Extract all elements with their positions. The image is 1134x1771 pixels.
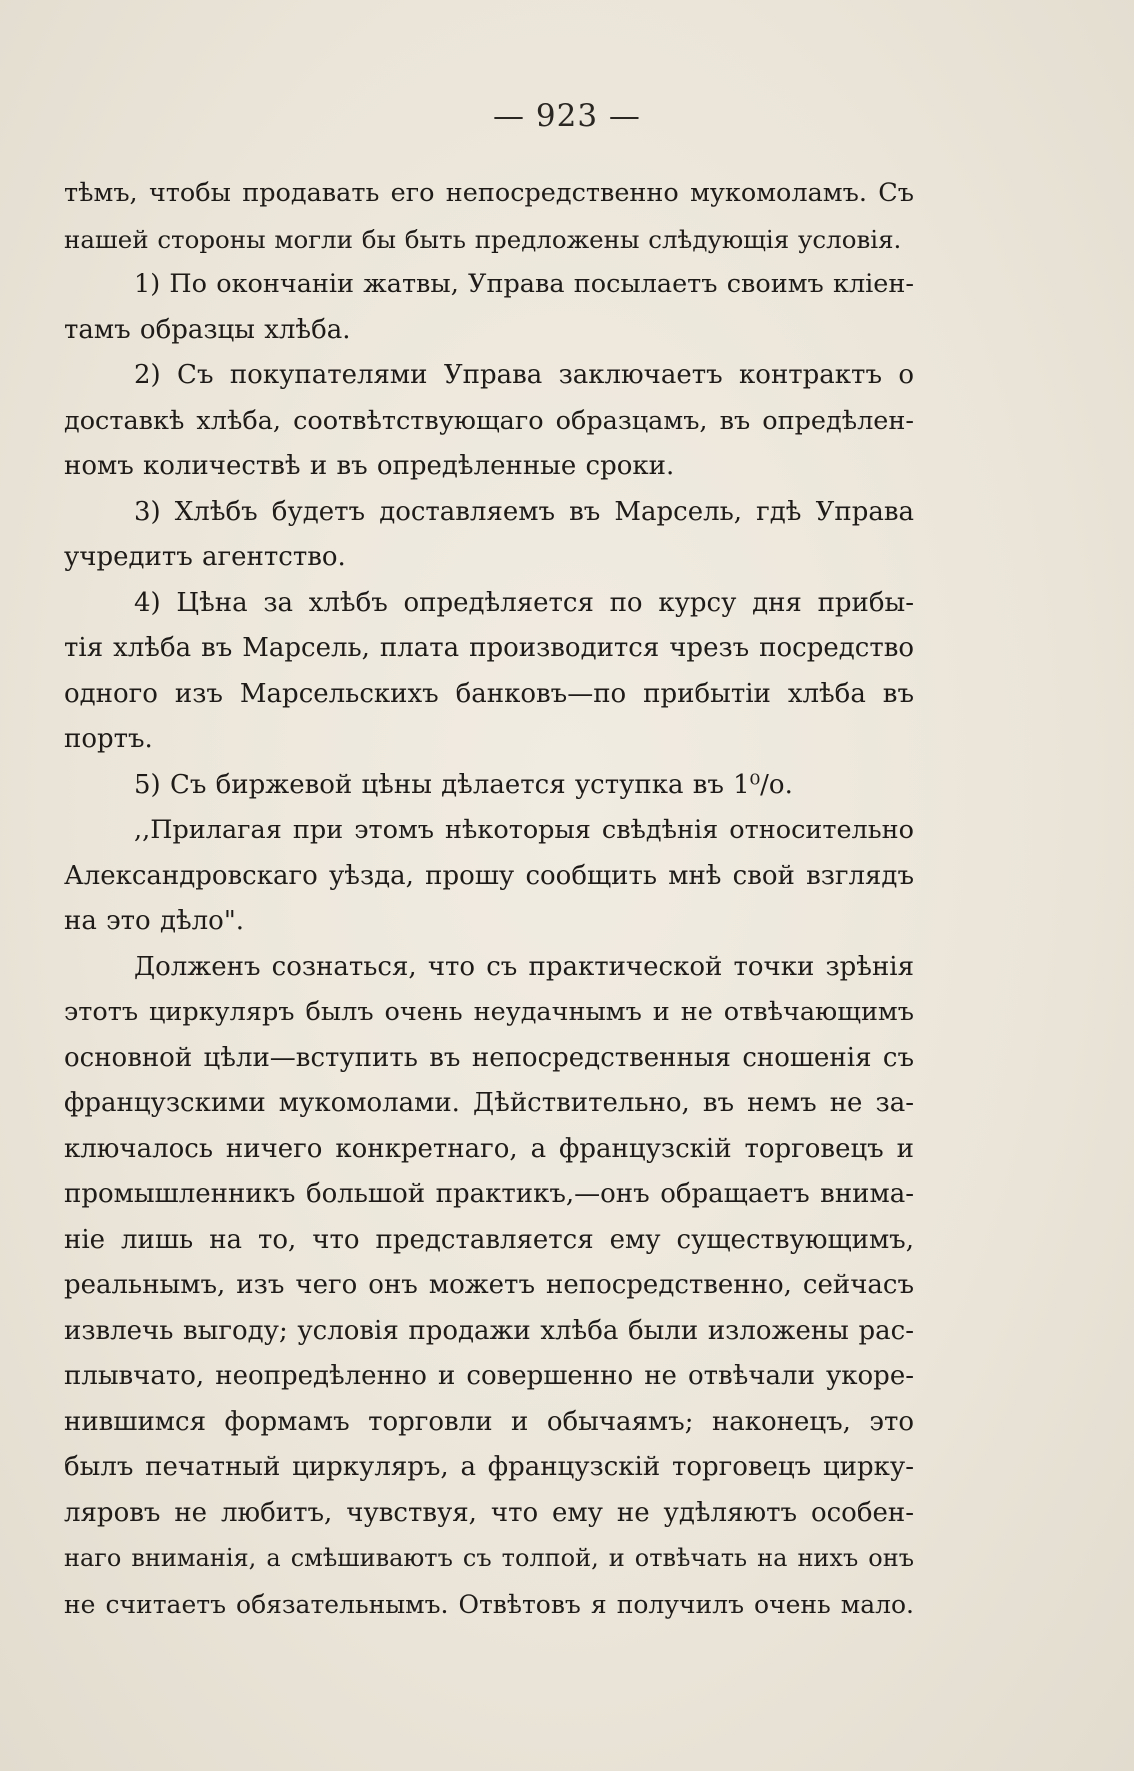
- text-line: на это дѣло".: [64, 906, 245, 936]
- body-text: [64, 171, 914, 1627]
- text-line: тія хлѣба въ Марсель, плата производится чрезъ посредство: [64, 633, 914, 663]
- text-line: нашей стороны могли бы быть предложены слѣдующія условія.: [64, 224, 902, 254]
- text-line: извлечь выгоду; условія продажи хлѣба были изложены рас-: [64, 1315, 914, 1346]
- text-line: 5) Съ биржевой цѣны дѣлается уступка въ 1⁰/о.: [134, 769, 793, 800]
- text-line: номъ количествѣ и въ опредѣленные сроки.: [64, 451, 675, 481]
- text-line: ніе лишь на то, что представляется ему существующимъ,: [64, 1224, 914, 1255]
- text-line: ключалось ничего конкретнаго, а французскій торговецъ и: [64, 1133, 914, 1164]
- text-line: Долженъ сознаться, что съ практической точки зрѣнія: [134, 951, 914, 982]
- text-line: учредитъ агентство.: [64, 542, 346, 572]
- text-line: тѣмъ, чтобы продавать его непосредственно мукомоламъ. Съ: [64, 178, 914, 208]
- text-line: тамъ образцы хлѣба.: [64, 314, 351, 345]
- text-line: французскими мукомолами. Дѣйствительно, въ немъ не за-: [64, 1088, 914, 1118]
- text-line: 1) По окончаніи жатвы, Управа посылаетъ своимъ кліен-: [134, 269, 914, 299]
- text-line: реальнымъ, изъ чего онъ можетъ непосредственно, сейчасъ: [64, 1270, 914, 1300]
- text-line: ,,Прилагая при этомъ нѣкоторыя свѣдѣнія относительно: [134, 815, 914, 845]
- text-line: былъ печатный циркуляръ, а французскій торговецъ цирку-: [64, 1452, 914, 1482]
- text-line: доставкѣ хлѣба, соотвѣтствующаго образцамъ, въ опредѣлен-: [64, 405, 914, 436]
- text-line: 3) Хлѣбъ будетъ доставляемъ въ Марсель, гдѣ Управа: [134, 496, 914, 527]
- text-line: 4) Цѣна за хлѣбъ опредѣляется по курсу дня прибы-: [134, 587, 914, 618]
- text-line: нившимся формамъ торговли и обычаямъ; наконецъ, это: [64, 1406, 914, 1437]
- text-line: Александровскаго уѣзда, прошу сообщить мнѣ свой взглядъ: [64, 860, 914, 891]
- text-line: одного изъ Марсельскихъ банковъ—по прибытіи хлѣба въ: [64, 678, 914, 709]
- page-number: — 923 —: [493, 98, 641, 134]
- text-line: этотъ циркуляръ былъ очень неудачнымъ и не отвѣчающимъ: [64, 997, 914, 1027]
- text-line: основной цѣли—вступить въ непосредственныя сношенія съ: [64, 1042, 914, 1073]
- text-line: промышленникъ большой практикъ,—онъ обращаетъ внима-: [64, 1179, 914, 1209]
- text-line: ляровъ не любитъ, чувствуя, что ему не удѣляютъ особен-: [64, 1497, 914, 1528]
- text-line: портъ.: [64, 724, 153, 754]
- text-line: плывчато, неопредѣленно и совершенно не отвѣчали укоре-: [64, 1361, 914, 1391]
- text-line: наго вниманія, а смѣшиваютъ съ толпой, и отвѣчать на нихъ онъ: [64, 1544, 914, 1572]
- text-line: 2) Съ покупателями Управа заключаетъ контрактъ о: [134, 360, 914, 390]
- text-line: не считаетъ обязательнымъ. Отвѣтовъ я получилъ очень мало.: [64, 1589, 914, 1619]
